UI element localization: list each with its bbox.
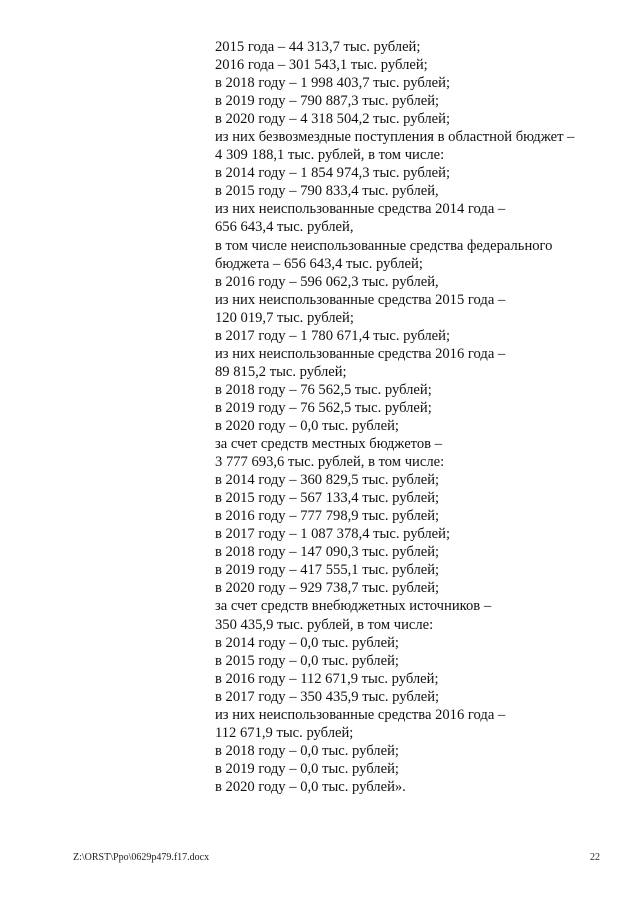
text-line: 2016 года – 301 543,1 тыс. рублей;: [215, 57, 428, 74]
text-line: из них неиспользованные средства 2016 года –: [215, 706, 506, 723]
text-line: в 2014 году – 360 829,5 тыс. рублей;: [215, 472, 440, 489]
text-line: в 2015 году – 790 833,4 тыс. рублей,: [215, 183, 439, 200]
text-line: в том числе неиспользованные средства федерального: [215, 237, 553, 254]
text-line: в 2018 году – 147 090,3 тыс. рублей;: [215, 544, 440, 561]
text-line: за счет средств местных бюджетов –: [215, 436, 442, 453]
text-line: из них неиспользованные средства 2016 года –: [215, 345, 506, 362]
body-text: [215, 38, 595, 796]
text-line: в 2015 году – 0,0 тыс. рублей;: [215, 652, 399, 669]
text-line: в 2020 году – 0,0 тыс. рублей;: [215, 417, 399, 434]
text-line: в 2019 году – 76 562,5 тыс. рублей;: [215, 399, 432, 416]
page-number: 22: [590, 852, 600, 863]
text-line: 2015 года – 44 313,7 тыс. рублей;: [215, 39, 421, 55]
text-line: в 2016 году – 777 798,9 тыс. рублей;: [215, 508, 440, 525]
text-line: в 2020 году – 4 318 504,2 тыс. рублей;: [215, 111, 451, 128]
text-line: в 2019 году – 417 555,1 тыс. рублей;: [215, 562, 440, 579]
text-line: 112 671,9 тыс. рублей;: [215, 724, 354, 741]
text-line: в 2018 году – 0,0 тыс. рублей;: [215, 742, 399, 759]
text-line: из них неиспользованные средства 2015 года –: [215, 291, 506, 308]
text-line: в 2016 году – 596 062,3 тыс. рублей,: [215, 273, 439, 290]
text-line: 89 815,2 тыс. рублей;: [215, 363, 347, 380]
text-line: 350 435,9 тыс. рублей, в том числе:: [215, 616, 434, 633]
text-line: в 2014 году – 1 854 974,3 тыс. рублей;: [215, 165, 451, 182]
text-line: в 2014 году – 0,0 тыс. рублей;: [215, 634, 399, 651]
text-line: в 2019 году – 790 887,3 тыс. рублей;: [215, 93, 440, 110]
text-line: в 2016 году – 112 671,9 тыс. рублей;: [215, 670, 439, 687]
text-line: 3 777 693,6 тыс. рублей, в том числе:: [215, 454, 445, 471]
text-line: в 2018 году – 1 998 403,7 тыс. рублей;: [215, 75, 451, 92]
text-line: в 2017 году – 1 780 671,4 тыс. рублей;: [215, 327, 451, 344]
text-line: в 2018 году – 76 562,5 тыс. рублей;: [215, 381, 432, 398]
text-line: 4 309 188,1 тыс. рублей, в том числе:: [215, 147, 445, 164]
text-line: в 2017 году – 350 435,9 тыс. рублей;: [215, 688, 440, 705]
text-line: из них безвозмездные поступления в областной бюджет –: [215, 129, 575, 146]
text-line: в 2020 году – 929 738,7 тыс. рублей;: [215, 580, 440, 597]
text-line: за счет средств внебюджетных источников –: [215, 598, 492, 615]
text-line: 656 643,4 тыс. рублей,: [215, 219, 354, 236]
text-line: бюджета – 656 643,4 тыс. рублей;: [215, 255, 423, 272]
text-line: 120 019,7 тыс. рублей;: [215, 309, 354, 326]
text-line: в 2019 году – 0,0 тыс. рублей;: [215, 760, 399, 777]
text-line: в 2017 году – 1 087 378,4 тыс. рублей;: [215, 526, 451, 543]
footer-file-path: Z:\ORST\Ppo\0629p479.f17.docx: [73, 852, 210, 863]
text-line: в 2015 году – 567 133,4 тыс. рублей;: [215, 490, 440, 507]
text-line: из них неиспользованные средства 2014 года –: [215, 201, 506, 218]
text-line: в 2020 году – 0,0 тыс. рублей».: [215, 778, 406, 795]
